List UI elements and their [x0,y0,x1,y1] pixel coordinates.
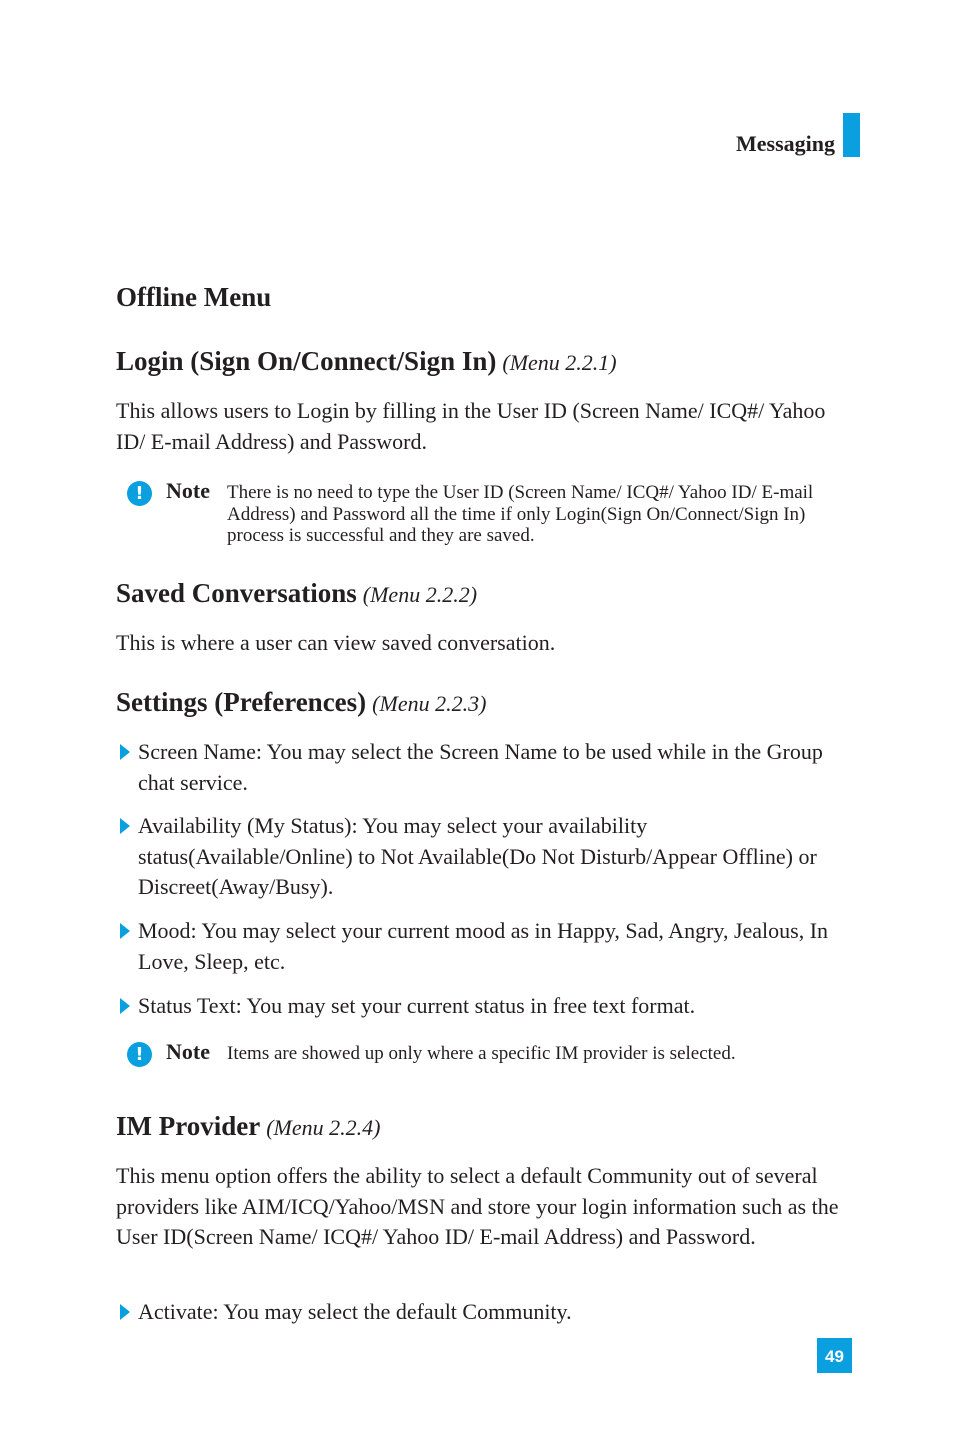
arrow-right-icon [120,998,130,1014]
page-number: 49 [817,1338,852,1373]
arrow-right-icon [120,818,130,834]
login-title: Login (Sign On/Connect/Sign In) [116,346,497,376]
login-heading [116,346,617,377]
arrow-right-icon [120,923,130,939]
bullet-text: Mood: You may select your current mood as in Happy, Sad, Angry, Jealous, In Love, Sleep, etc. [138,918,829,974]
header-section-label: Messaging [736,131,835,156]
arrow-right-icon [120,1304,130,1320]
im-provider-menu-ref: (Menu 2.2.4) [266,1115,381,1140]
arrow-right-icon [120,744,130,760]
bullet-text: Screen Name: You may select the Screen Name to be used while in the Group chat service. [138,739,823,795]
im-provider-title: IM Provider [116,1111,261,1141]
im-provider-body: This menu option offers the ability to select a default Community out of several providers like AIM/ICQ/Yahoo/MSN and store your login information such as the User ID(Screen Name/ ICQ#/ Yahoo ID/ E-mail Address) and Password. [116,1163,839,1249]
settings-heading [116,687,486,718]
login-menu-ref: (Menu 2.2.1) [502,350,617,375]
bullet-text: Activate: You may select the default Community. [138,1299,572,1324]
saved-conversations-body: This is where a user can view saved conversation. [116,630,556,655]
settings-title: Settings (Preferences) [116,687,367,717]
im-provider-heading [116,1111,380,1142]
settings-menu-ref: (Menu 2.2.3) [372,691,487,716]
login-body: This allows users to Login by filling in the User ID (Screen Name/ ICQ#/ Yahoo ID/ E-mail Address) and Password. [116,398,826,454]
saved-conversations-title: Saved Conversations [116,578,357,608]
offline-menu-title: Offline Menu [116,282,272,312]
offline-menu-heading [116,282,271,313]
saved-conversations-heading [116,578,477,609]
bullet-text: Status Text: You may set your current status in free text format. [138,993,696,1018]
exclamation-icon: ! [127,1042,152,1067]
bullet-text: Availability (My Status): You may select your availability status(Available/Online) to Not Available(Do Not Disturb/Appear Offline) or Discreet(Away/Busy). [138,813,817,899]
exclamation-icon: ! [127,481,152,506]
saved-conversations-menu-ref: (Menu 2.2.2) [362,582,478,607]
header-accent-bar [843,113,860,157]
note-label: Note [166,1039,210,1064]
note-text: There is no need to type the User ID (Screen Name/ ICQ#/ Yahoo ID/ E-mail Address) and Password all the time if only Login(Sign On/Connect/Sign In) process is successful and they are saved. [227,482,814,546]
note-text: Items are showed up only where a specific IM provider is selected. [227,1043,736,1064]
note-label: Note [166,478,210,503]
